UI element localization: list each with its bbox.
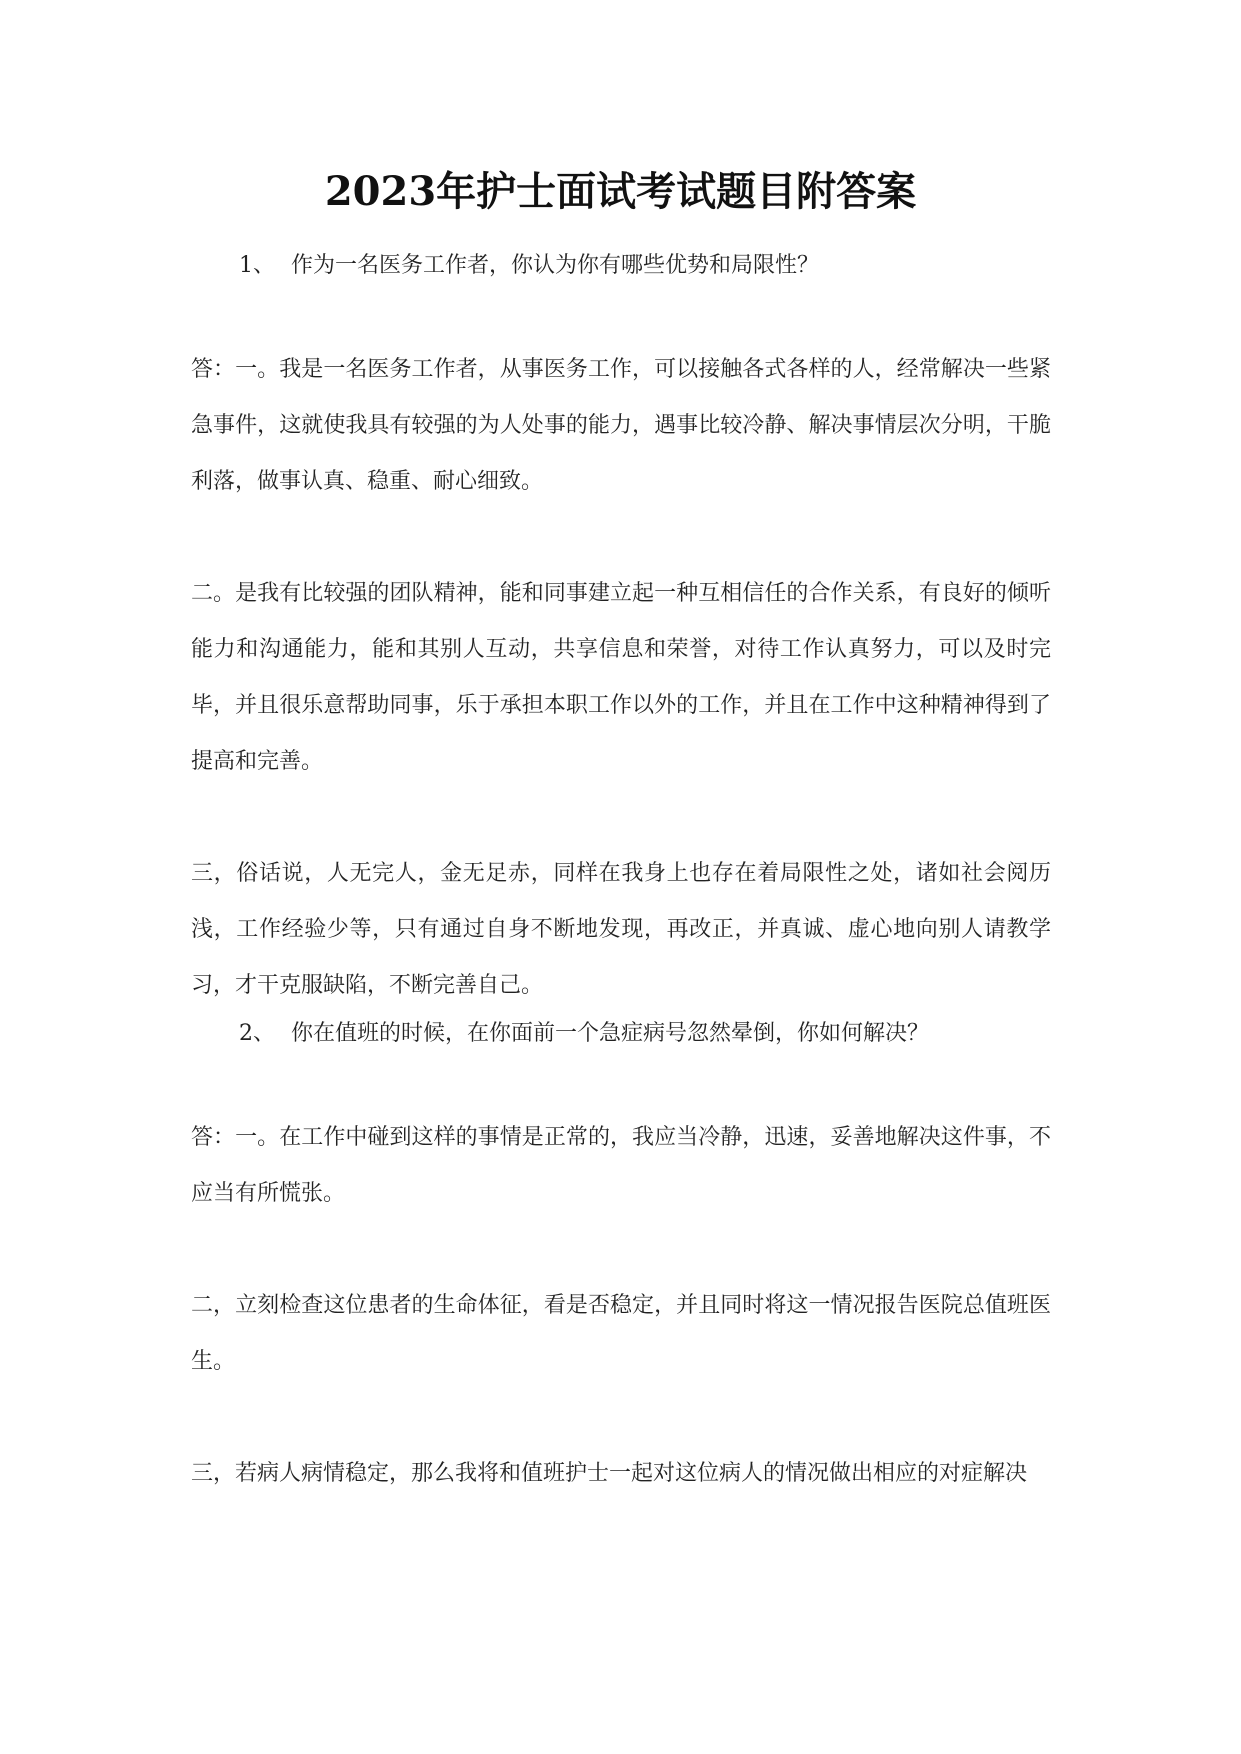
question-text: 作为一名医务工作者，你认为你有哪些优势和局限性？	[291, 253, 820, 278]
question-2	[191, 1016, 1051, 1052]
question-number: 2、	[239, 1021, 275, 1046]
answer-paragraph: 二，立刻检查这位患者的生命体征，看是否稳定，并且同时将这一情况报告医院总值班医生。	[191, 1293, 1051, 1374]
document-title: 2023年护士面试考试题目附答案	[324, 168, 917, 215]
answer-paragraph: 三，若病人病情稳定，那么我将和值班护士一起对这位病人的情况做出相应的对症解决	[191, 1461, 1028, 1486]
answer-paragraph: 三，俗话说，人无完人，金无足赤，同样在我身上也存在着局限性之处，诸如社会阅历浅，工作经验少等，只有通过自身不断地发现，再改正，并真诚、虚心地向别人请教学习，才干克服缺陷，不断完善自己。	[191, 861, 1051, 998]
answer-paragraph: 二。是我有比较强的团队精神，能和同事建立起一种互相信任的合作关系，有良好的倾听能力和沟通能力，能和其别人互动，共享信息和荣誉，对待工作认真努力，可以及时完毕，并且很乐意帮助同事，乐于承担本职工作以外的工作，并且在工作中这种精神得到了提高和完善。	[191, 581, 1051, 774]
question-1	[191, 248, 1051, 284]
answer-paragraph: 答：一。我是一名医务工作者，从事医务工作，可以接触各式各样的人，经常解决一些紧急事件，这就使我具有较强的为人处事的能力，遇事比较冷静、解决事情层次分明，干脆利落，做事认真、稳重、耐心细致。	[191, 357, 1051, 494]
document-body	[191, 248, 1051, 1502]
question-text: 你在值班的时候，在你面前一个急症病号忽然晕倒，你如何解决？	[291, 1021, 930, 1046]
question-number: 1、	[239, 253, 275, 278]
answer-paragraph: 答：一。在工作中碰到这样的事情是正常的，我应当冷静，迅速，妥善地解决这件事，不应当有所慌张。	[191, 1125, 1051, 1206]
